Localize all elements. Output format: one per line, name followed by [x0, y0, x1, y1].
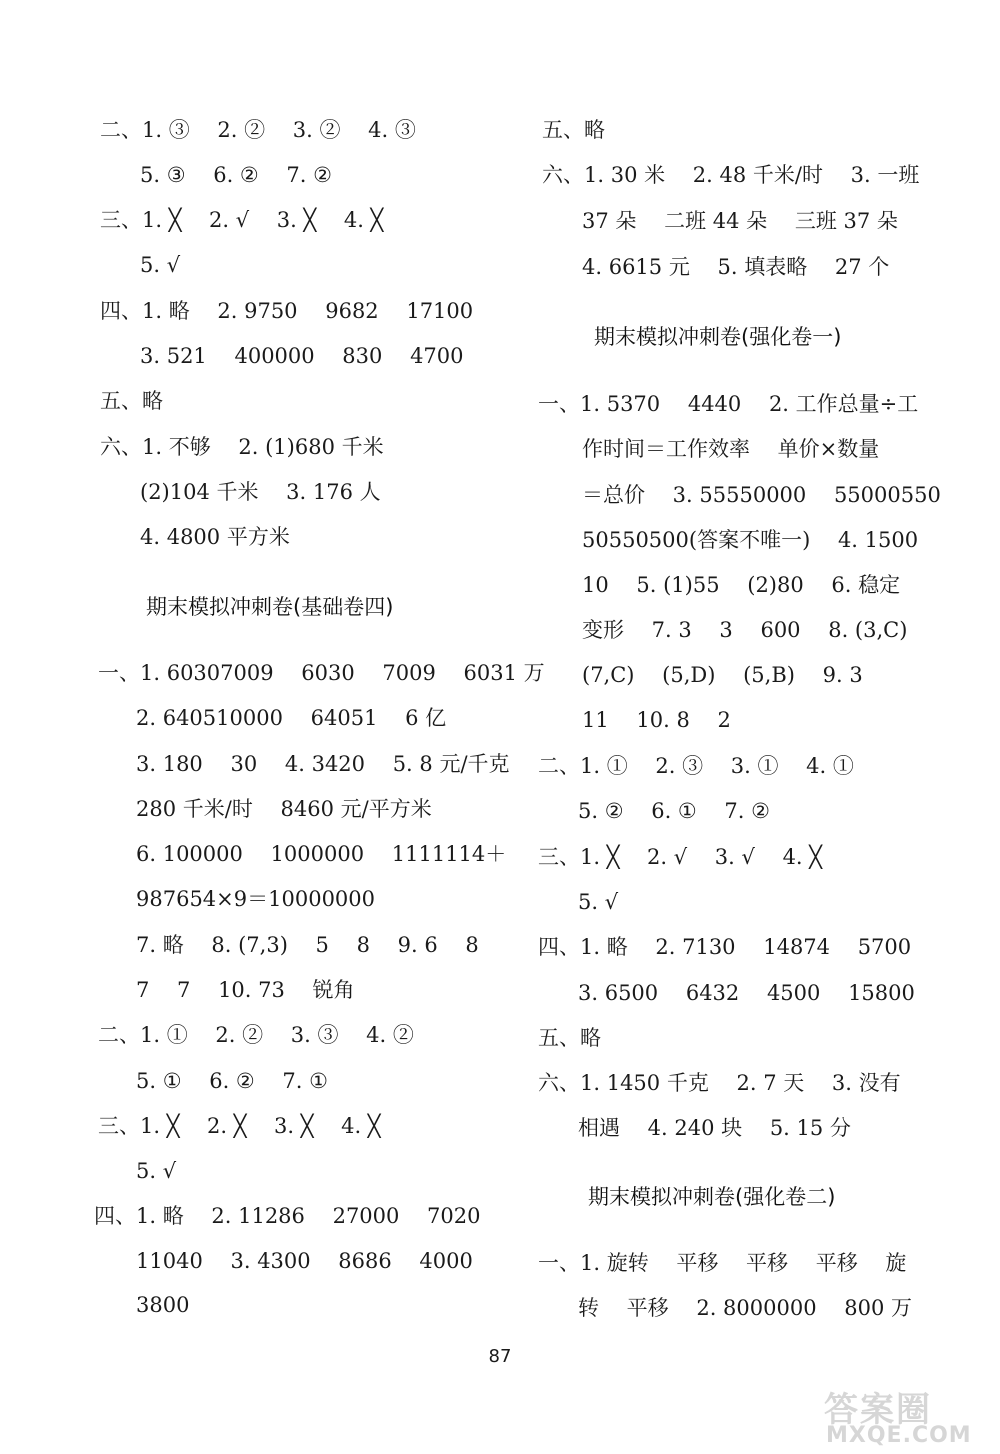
answer-line: 5. √ [140, 253, 181, 277]
answer-line: 六、1. 1450 千克 2. 7 天 3. 没有 [538, 1071, 901, 1095]
watermark-top: 答案圈 [824, 1390, 932, 1430]
answer-line: 6. 100000 1000000 1111114＋ [136, 842, 507, 866]
answer-line: 37 朵 二班 44 朵 三班 37 朵 [582, 209, 898, 233]
page-number: 87 [488, 1346, 512, 1367]
answer-line: 5. ③ 6. ② 7. ② [140, 163, 332, 187]
answer-line: 5. ② 6. ① 7. ② [578, 799, 770, 823]
watermark-bottom: MXQE.COM [826, 1423, 972, 1448]
answer-line: 3. 6500 6432 4500 15800 [578, 981, 915, 1005]
answer-line: (2)104 千米 3. 176 人 [140, 480, 381, 504]
answer-line: 三、1. ╳ 2. √ 3. ╳ 4. ╳ [100, 208, 384, 232]
section-heading: 期末模拟冲刺卷(强化卷一) [594, 325, 842, 349]
watermark-logo [824, 1390, 994, 1450]
answer-line: 变形 7. 3 3 600 8. (3,C) [582, 618, 908, 642]
answer-line: 六、1. 不够 2. (1)680 千米 [100, 435, 384, 459]
answer-line: 50550500(答案不唯一) 4. 1500 [582, 528, 919, 552]
answer-line: 转 平移 2. 8000000 800 万 [578, 1296, 913, 1320]
answer-line: 作时间＝工作效率 单价×数量 [582, 437, 880, 461]
answer-line: 5. √ [136, 1159, 177, 1183]
answer-line: 5. ① 6. ② 7. ① [136, 1069, 328, 1093]
answer-line: ＝总价 3. 55550000 55000550 [582, 483, 941, 507]
answer-line: 四、1. 略 2. 7130 14874 5700 [538, 935, 912, 959]
answer-line: 二、1. ① 2. ③ 3. ① 4. ① [538, 754, 854, 778]
answer-line: 五、略 [538, 1026, 601, 1050]
answer-line: 10 5. (1)55 (2)80 6. 稳定 [582, 573, 901, 597]
answer-line: 一、1. 60307009 6030 7009 6031 万 [98, 661, 545, 685]
section-heading: 期末模拟冲刺卷(强化卷二) [588, 1185, 836, 1209]
answer-line: 3. 521 400000 830 4700 [140, 344, 464, 368]
answer-line: 4. 4800 平方米 [140, 525, 290, 549]
answer-line: 3. 180 30 4. 3420 5. 8 元/千克 [136, 752, 510, 776]
answer-line: 11040 3. 4300 8686 4000 [136, 1249, 473, 1273]
answer-line: 四、1. 略 2. 11286 27000 7020 [94, 1204, 481, 1228]
answer-line: 五、略 [100, 389, 163, 413]
answer-line: 一、1. 旋转 平移 平移 平移 旋 [538, 1251, 907, 1275]
answer-line: 2. 640510000 64051 6 亿 [136, 706, 447, 730]
answer-line: 三、1. ╳ 2. √ 3. √ 4. ╳ [538, 845, 822, 869]
answer-line: 五、略 [542, 118, 605, 142]
answer-line: 7 7 10. 73 锐角 [136, 978, 355, 1002]
answer-line: 三、1. ╳ 2. ╳ 3. ╳ 4. ╳ [98, 1114, 381, 1138]
answer-line: 987654×9＝10000000 [136, 887, 376, 911]
answer-line: 280 千米/时 8460 元/平方米 [136, 797, 432, 821]
answer-line: 六、1. 30 米 2. 48 千米/时 3. 一班 [542, 163, 920, 187]
answer-line: (7,C) (5,D) (5,B) 9. 3 [582, 663, 863, 687]
answer-line: 5. √ [578, 890, 619, 914]
answer-line: 4. 6615 元 5. 填表略 27 个 [582, 255, 890, 279]
answer-line: 相遇 4. 240 块 5. 15 分 [578, 1116, 851, 1140]
answer-line: 四、1. 略 2. 9750 9682 17100 [100, 299, 474, 323]
answer-line: 二、1. ① 2. ② 3. ③ 4. ② [98, 1023, 414, 1047]
answer-line: 二、1. ③ 2. ② 3. ② 4. ③ [100, 118, 416, 142]
answer-line: 7. 略 8. (7,3) 5 8 9. 6 8 [136, 933, 479, 957]
answer-line: 一、1. 5370 4440 2. 工作总量÷工 [538, 392, 919, 416]
answer-line: 3800 [136, 1293, 190, 1317]
answer-line: 11 10. 8 2 [582, 708, 731, 732]
section-heading: 期末模拟冲刺卷(基础卷四) [146, 595, 394, 619]
